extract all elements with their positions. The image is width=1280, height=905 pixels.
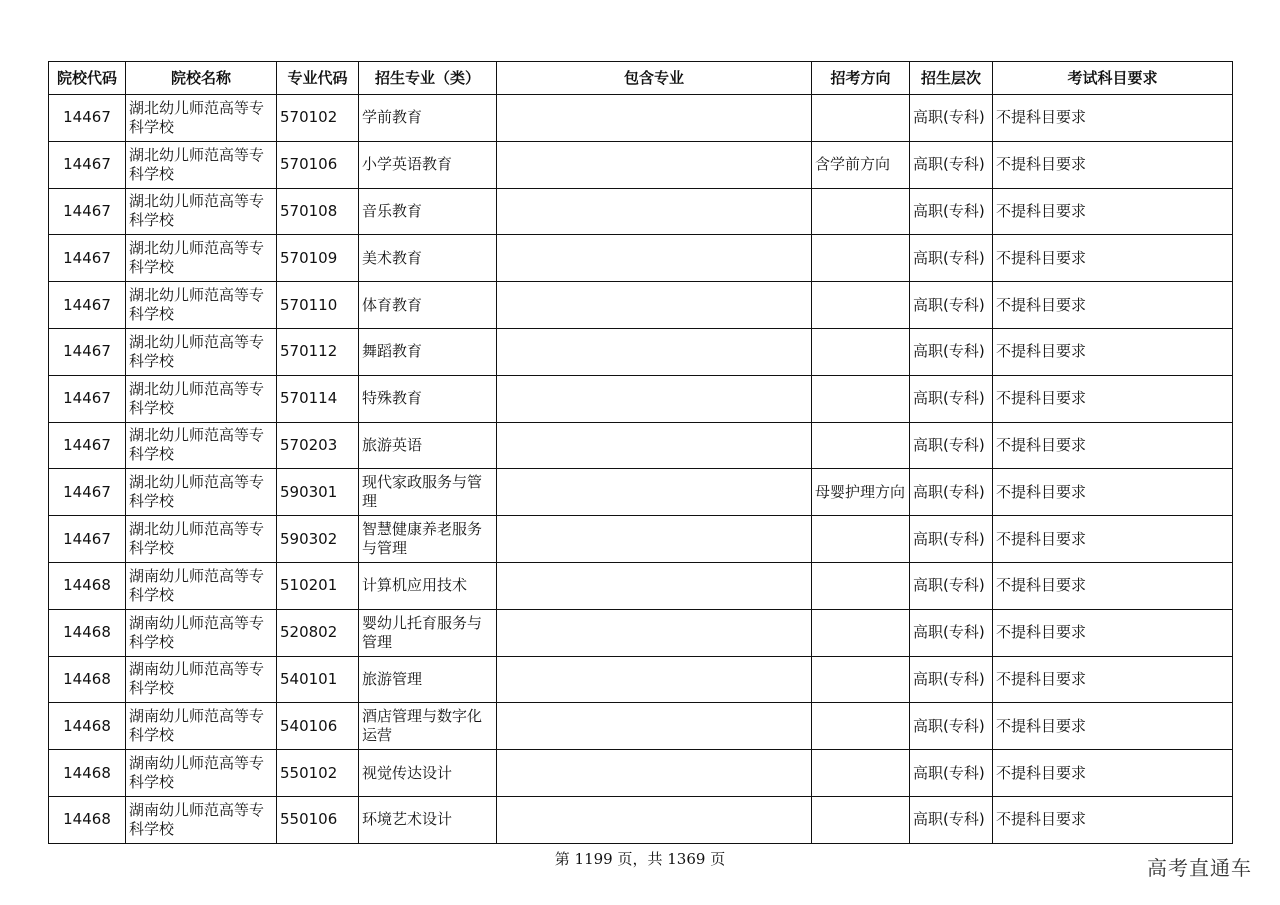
table-cell: 高职(专科) [910,796,993,843]
table-cell: 高职(专科) [910,235,993,282]
table-cell: 14467 [49,141,126,188]
table-cell: 不提科目要求 [993,703,1233,750]
column-header: 招生层次 [910,62,993,95]
table-cell: 湖北幼儿师范高等专科学校 [126,235,277,282]
column-header: 招考方向 [812,62,910,95]
table-cell: 视觉传达设计 [359,750,497,797]
table-cell: 高职(专科) [910,516,993,563]
table-cell: 570110 [277,282,359,329]
table-cell: 14468 [49,796,126,843]
table-cell: 14467 [49,516,126,563]
table-cell: 14467 [49,282,126,329]
table-cell: 570108 [277,188,359,235]
table-cell [812,282,910,329]
table-cell: 540101 [277,656,359,703]
table-cell: 14468 [49,703,126,750]
table-cell: 体育教育 [359,282,497,329]
table-cell [812,750,910,797]
table-cell [812,703,910,750]
table-cell [812,188,910,235]
table-cell: 高职(专科) [910,188,993,235]
table-cell: 高职(专科) [910,609,993,656]
table-cell: 570112 [277,328,359,375]
table-cell: 14467 [49,422,126,469]
table-cell [497,562,812,609]
table-cell: 高职(专科) [910,282,993,329]
table-cell: 不提科目要求 [993,516,1233,563]
table-row [49,188,1233,235]
watermark: 高考直通车 [1147,856,1252,880]
table-cell [497,328,812,375]
table-header-row [49,62,1233,95]
table-cell: 不提科目要求 [993,750,1233,797]
table-cell: 不提科目要求 [993,422,1233,469]
table-cell [812,609,910,656]
table-cell [812,562,910,609]
table-cell: 湖北幼儿师范高等专科学校 [126,188,277,235]
table-cell [497,796,812,843]
table-cell [497,469,812,516]
table-cell [497,282,812,329]
table-cell: 旅游英语 [359,422,497,469]
table-row [49,796,1233,843]
table-cell [812,328,910,375]
table-cell: 高职(专科) [910,703,993,750]
table-cell: 590302 [277,516,359,563]
table-cell: 14468 [49,750,126,797]
table-cell: 湖北幼儿师范高等专科学校 [126,516,277,563]
table-cell: 小学英语教育 [359,141,497,188]
table-cell: 湖南幼儿师范高等专科学校 [126,796,277,843]
table-cell: 570114 [277,375,359,422]
table-cell [812,235,910,282]
table-cell: 14467 [49,328,126,375]
table-row [49,95,1233,142]
column-header: 院校名称 [126,62,277,95]
table-cell: 520802 [277,609,359,656]
table-cell: 570106 [277,141,359,188]
table-cell: 酒店管理与数字化运营 [359,703,497,750]
table-row [49,516,1233,563]
table-cell [812,422,910,469]
table-row [49,750,1233,797]
table-cell: 旅游管理 [359,656,497,703]
table-cell [812,796,910,843]
table-cell: 高职(专科) [910,562,993,609]
table-cell: 不提科目要求 [993,375,1233,422]
table-cell: 14467 [49,188,126,235]
table-cell [812,516,910,563]
table-cell: 高职(专科) [910,750,993,797]
table-cell: 音乐教育 [359,188,497,235]
table-cell: 590301 [277,469,359,516]
table-cell: 湖北幼儿师范高等专科学校 [126,95,277,142]
table-cell: 高职(专科) [910,141,993,188]
table-cell: 不提科目要求 [993,609,1233,656]
table-cell: 湖南幼儿师范高等专科学校 [126,562,277,609]
table-cell: 特殊教育 [359,375,497,422]
table-row [49,469,1233,516]
table-cell: 14467 [49,95,126,142]
table-body [49,95,1233,844]
table-cell [497,750,812,797]
table-cell: 570102 [277,95,359,142]
table-cell: 不提科目要求 [993,796,1233,843]
table-cell: 高职(专科) [910,328,993,375]
table-cell: 14468 [49,562,126,609]
table-cell: 湖北幼儿师范高等专科学校 [126,422,277,469]
table-cell: 550106 [277,796,359,843]
table-cell: 湖北幼儿师范高等专科学校 [126,469,277,516]
table-cell [497,375,812,422]
table-cell: 不提科目要求 [993,141,1233,188]
column-header: 包含专业 [497,62,812,95]
table-cell: 不提科目要求 [993,95,1233,142]
column-header: 专业代码 [277,62,359,95]
table-cell: 计算机应用技术 [359,562,497,609]
table-row [49,656,1233,703]
table-row [49,422,1233,469]
table-cell: 不提科目要求 [993,282,1233,329]
column-header: 考试科目要求 [993,62,1233,95]
table-cell [497,516,812,563]
table-cell: 湖北幼儿师范高等专科学校 [126,328,277,375]
table-cell: 环境艺术设计 [359,796,497,843]
table-cell: 湖北幼儿师范高等专科学校 [126,375,277,422]
table-cell: 湖北幼儿师范高等专科学校 [126,141,277,188]
table-cell [497,95,812,142]
table-cell: 智慧健康养老服务与管理 [359,516,497,563]
table-cell [497,422,812,469]
table-cell [497,609,812,656]
table-cell: 510201 [277,562,359,609]
table-cell [812,95,910,142]
table-cell [497,235,812,282]
table-cell: 540106 [277,703,359,750]
table-cell [812,375,910,422]
table-cell: 舞蹈教育 [359,328,497,375]
table-cell: 高职(专科) [910,95,993,142]
table-cell: 高职(专科) [910,469,993,516]
table-cell: 550102 [277,750,359,797]
table-cell [497,703,812,750]
table-row [49,235,1233,282]
table-cell [497,656,812,703]
table-row [49,141,1233,188]
page-number: 第 1199 页，共 1369 页 [554,850,726,868]
table-cell: 14468 [49,656,126,703]
table-cell [497,188,812,235]
table-cell: 母婴护理方向 [812,469,910,516]
table-cell: 不提科目要求 [993,656,1233,703]
table-cell: 美术教育 [359,235,497,282]
table-cell: 高职(专科) [910,656,993,703]
table-cell: 湖南幼儿师范高等专科学校 [126,703,277,750]
table-cell: 学前教育 [359,95,497,142]
table-cell: 现代家政服务与管理 [359,469,497,516]
table-cell: 不提科目要求 [993,328,1233,375]
table-row [49,562,1233,609]
table-cell: 婴幼儿托育服务与管理 [359,609,497,656]
table-cell: 14467 [49,375,126,422]
column-header: 院校代码 [49,62,126,95]
table-cell: 570203 [277,422,359,469]
table-cell [497,141,812,188]
table-cell: 高职(专科) [910,422,993,469]
table-cell: 湖北幼儿师范高等专科学校 [126,282,277,329]
table-cell: 湖南幼儿师范高等专科学校 [126,750,277,797]
table-cell: 14468 [49,609,126,656]
table-cell: 不提科目要求 [993,469,1233,516]
table-row [49,282,1233,329]
table-row [49,328,1233,375]
table-cell: 含学前方向 [812,141,910,188]
table-cell: 不提科目要求 [993,562,1233,609]
table-row [49,609,1233,656]
table-row [49,703,1233,750]
table-cell [812,656,910,703]
admissions-table [48,61,1233,844]
table-cell: 14467 [49,469,126,516]
table-cell: 高职(专科) [910,375,993,422]
table-cell: 湖南幼儿师范高等专科学校 [126,609,277,656]
table-cell: 570109 [277,235,359,282]
table-cell: 不提科目要求 [993,188,1233,235]
table-cell: 湖南幼儿师范高等专科学校 [126,656,277,703]
table-row [49,375,1233,422]
table-cell: 14467 [49,235,126,282]
table-cell: 不提科目要求 [993,235,1233,282]
column-header: 招生专业（类） [359,62,497,95]
